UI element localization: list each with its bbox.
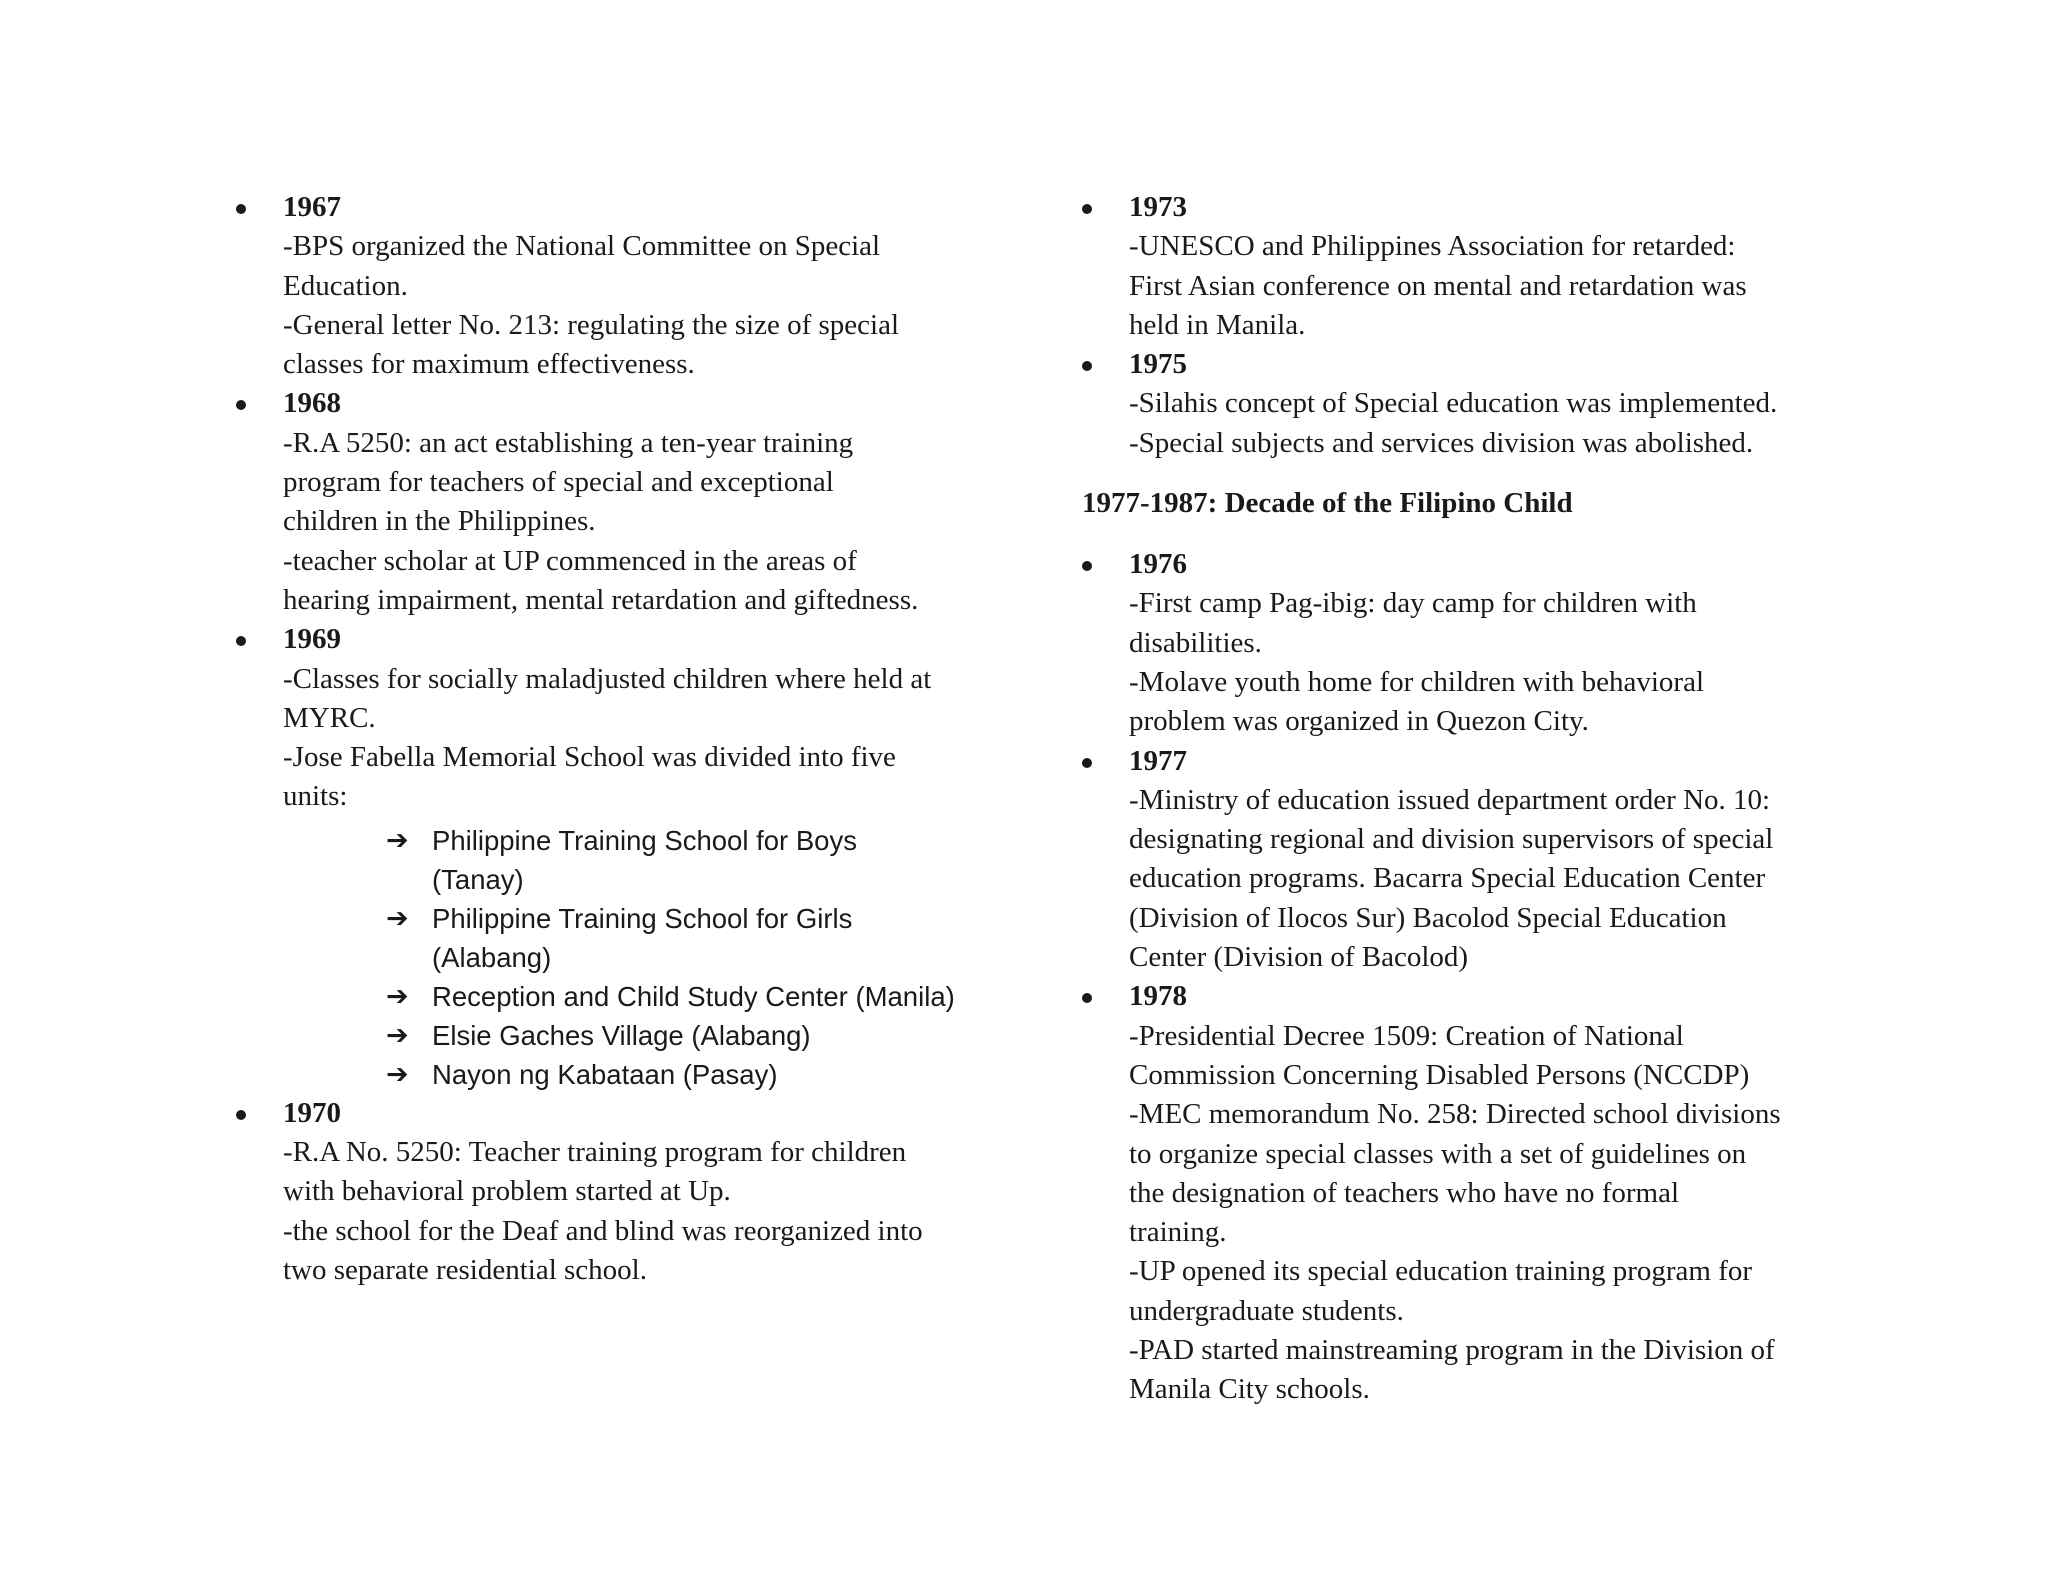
timeline-entry-1973 [1082, 188, 1902, 345]
entry-line: (Division of Ilocos Sur) Bacolod Special Education [1129, 901, 1727, 934]
arrow-right-icon: ➔ [386, 1058, 409, 1089]
arrow-right-icon: ➔ [386, 1019, 409, 1050]
timeline-entry-1976 [1082, 545, 1902, 741]
bullet-dot-icon [1082, 361, 1092, 371]
entry-line: classes for maximum effectiveness. [283, 348, 695, 381]
entry-line: -R.A No. 5250: Teacher training program for children [283, 1136, 907, 1169]
left-column [236, 188, 996, 1290]
entry-line: -the school for the Deaf and blind was reorganized into [283, 1214, 923, 1247]
entry-line: two separate residential school. [283, 1253, 647, 1286]
entry-line: program for teachers of special and exceptional [283, 466, 834, 499]
timeline-entry-1977 [1082, 742, 1902, 978]
list-item-text: Nayon ng Kabataan (Pasay) [432, 1058, 778, 1090]
entry-line: to organize special classes with a set of guidelines on [1129, 1137, 1747, 1170]
entry-line: -Molave youth home for children with behavioral [1129, 665, 1705, 698]
list-item-text: (Tanay) [432, 863, 524, 895]
entry-line: children in the Philippines. [283, 505, 596, 538]
bullet-dot-icon [236, 636, 246, 646]
bullet-dot-icon [1082, 758, 1092, 768]
entry-line: -First camp Pag-ibig: day camp for children with [1129, 587, 1697, 620]
list-item-text: Reception and Child Study Center (Manila) [432, 980, 955, 1012]
entry-line: -teacher scholar at UP commenced in the areas of [283, 544, 857, 577]
entry-year: 1970 [283, 1096, 341, 1129]
right-column [1082, 188, 1902, 1410]
entry-line: -UNESCO and Philippines Association for retarded: [1129, 230, 1736, 263]
entry-year: 1976 [1129, 548, 1187, 581]
entry-line: Commission Concerning Disabled Persons (NCCDP) [1129, 1058, 1750, 1091]
entry-line: -Jose Fabella Memorial School was divided into five [283, 741, 896, 774]
timeline-entry-1968 [236, 384, 996, 620]
entry-year: 1977 [1129, 744, 1187, 777]
section-heading: 1977-1987: Decade of the Filipino Child [1082, 487, 1573, 520]
entry-line: training. [1129, 1216, 1227, 1249]
entry-line: -Classes for socially maladjusted children where held at [283, 662, 932, 695]
list-item-text: Elsie Gaches Village (Alabang) [432, 1019, 811, 1051]
entry-line: the designation of teachers who have no formal [1129, 1176, 1680, 1209]
entry-line: units: [283, 780, 348, 813]
entry-line: -MEC memorandum No. 258: Directed school divisions [1129, 1098, 1781, 1131]
timeline-entry-1978 [1082, 977, 1902, 1409]
list-item [386, 1016, 996, 1055]
entry-line: -Special subjects and services division was abolished. [1129, 426, 1754, 459]
bullet-dot-icon [1082, 204, 1092, 214]
units-list [283, 821, 996, 1094]
entry-year: 1967 [283, 191, 341, 223]
entry-line: hearing impairment, mental retardation and giftedness. [283, 583, 919, 616]
entry-line: -UP opened its special education training program for [1129, 1255, 1753, 1288]
bullet-dot-icon [236, 400, 246, 410]
entry-line: -Ministry of education issued department order No. 10: [1129, 783, 1771, 816]
entry-line: Center (Division of Bacolod) [1129, 941, 1469, 974]
timeline-entry-1975 [1082, 345, 1902, 463]
entry-line: -R.A 5250: an act establishing a ten-year training [283, 426, 854, 459]
bullet-dot-icon [236, 1110, 246, 1120]
bullet-dot-icon [236, 204, 246, 214]
entry-year: 1969 [283, 623, 341, 656]
entry-year: 1968 [283, 387, 341, 420]
entry-line: disabilities. [1129, 626, 1262, 659]
entry-line: Education. [283, 269, 408, 302]
entry-line: -General letter No. 213: regulating the size of special [283, 308, 900, 341]
entry-line: education programs. Bacarra Special Education Center [1129, 862, 1766, 895]
entry-line: designating regional and division supervisors of special [1129, 823, 1774, 856]
list-item-text: Philippine Training School for Girls [432, 902, 853, 934]
arrow-right-icon: ➔ [386, 902, 409, 933]
timeline-entry-1970 [236, 1094, 996, 1290]
entry-line: with behavioral problem started at Up. [283, 1175, 731, 1208]
entry-line: -BPS organized the National Committee on Special [283, 230, 881, 263]
list-item [386, 821, 996, 899]
entry-line: Manila City schools. [1129, 1373, 1370, 1406]
entry-line: First Asian conference on mental and retardation was [1129, 269, 1747, 302]
entry-line: -Silahis concept of Special education was implemented. [1129, 387, 1778, 420]
entry-line: MYRC. [283, 701, 376, 734]
arrow-right-icon: ➔ [386, 824, 409, 855]
timeline-entry-1969 [236, 620, 996, 1093]
entry-line: held in Manila. [1129, 308, 1306, 341]
timeline-entry-1967 [236, 188, 996, 384]
list-item [386, 977, 996, 1016]
entry-year: 1978 [1129, 980, 1187, 1013]
arrow-right-icon: ➔ [386, 980, 409, 1011]
entry-line: -Presidential Decree 1509: Creation of National [1129, 1019, 1684, 1052]
list-item-text: Philippine Training School for Boys [432, 824, 857, 856]
entry-line: problem was organized in Quezon City. [1129, 705, 1589, 738]
list-item [386, 899, 996, 977]
list-item-text: (Alabang) [432, 941, 552, 973]
entry-line: undergraduate students. [1129, 1294, 1404, 1327]
bullet-dot-icon [1082, 561, 1092, 571]
entry-year: 1973 [1129, 191, 1187, 223]
entry-year: 1975 [1129, 348, 1187, 381]
entry-line: -PAD started mainstreaming program in the Division of [1129, 1334, 1775, 1367]
bullet-dot-icon [1082, 993, 1092, 1003]
list-item [386, 1055, 996, 1094]
